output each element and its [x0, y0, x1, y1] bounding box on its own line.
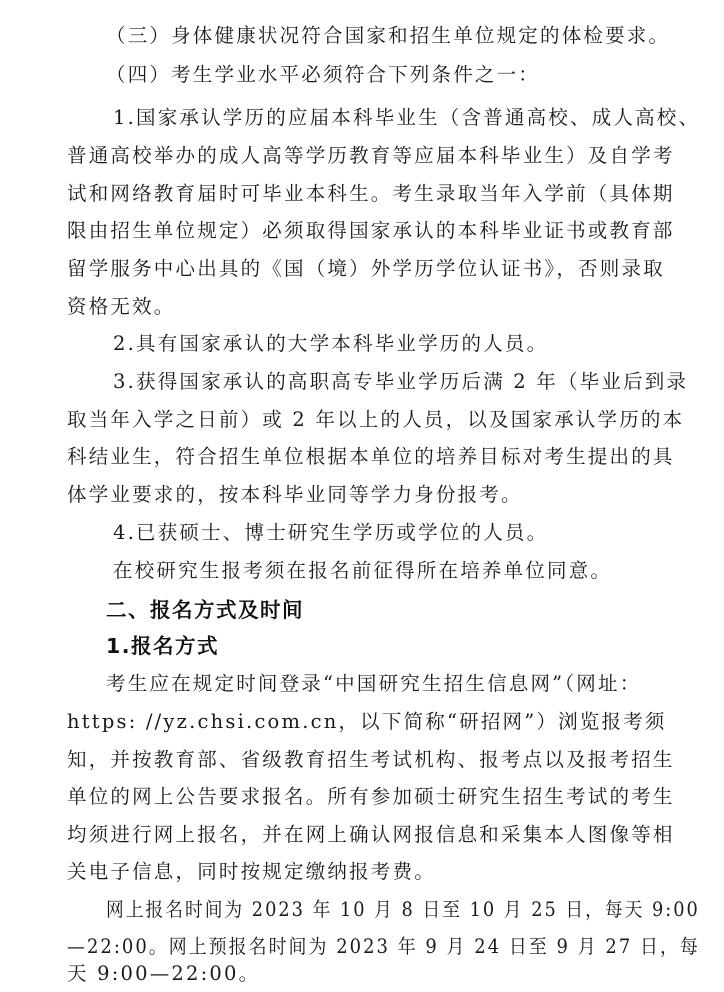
condition-1-line-4: 限由招生单位规定）必须取得国家承认的本科毕业证书或教育部: [67, 219, 675, 242]
method-line-5: 均须进行网上报名，并在网上确认网报信息和采集本人图像等相: [67, 823, 675, 846]
condition-3-line-2: 取当年入学之日前）或 2 年以上的人员，以及国家承认学历的本: [67, 408, 685, 431]
condition-1-line-3: 试和网络教育届时可毕业本科生。考生录取当年入学前（具体期: [67, 182, 675, 205]
condition-3-line-3: 科结业生，符合招生单位根据本单位的培养目标对考生提出的具: [67, 445, 675, 468]
item-four-academic: （四）考生学业水平必须符合下列条件之一：: [106, 63, 541, 86]
condition-1-line-6: 资格无效。: [67, 295, 176, 318]
method-line-1: 考生应在规定时间登录“中国研究生招生信息网”（网址：: [106, 672, 642, 695]
method-line-3: 知，并按教育部、省级教育招生考试机构、报考点以及报考招生: [67, 748, 675, 771]
condition-1-line-2: 普通高校举办的成人高等学历教育等应届本科毕业生）及自学考: [67, 144, 675, 167]
time-line-3: 天 9:00—22:00。: [67, 962, 261, 985]
method-line-6: 关电子信息，同时按规定缴纳报考费。: [67, 860, 436, 883]
condition-4: 4.已获硕士、博士研究生学历或学位的人员。: [113, 521, 549, 544]
method-line-4: 单位的网上公告要求报名。所有参加硕士研究生招生考试的考生: [67, 785, 675, 808]
condition-3-line-1: 3.获得国家承认的高职高专毕业学历后满 2 年（毕业后到录: [113, 370, 689, 393]
item-three-health: （三）身体健康状况符合国家和招生单位规定的体检要求。: [106, 24, 671, 47]
time-line-1: 网上报名时间为 2023 年 10 月 8 日至 10 月 25 日，每天 9:00: [106, 898, 700, 921]
subsection-heading-method: 1.报名方式: [106, 634, 220, 658]
condition-1-line-5: 留学服务中心出具的《国（境）外学历学位认证书》，否则录取: [67, 257, 665, 280]
time-line-2: —22:00。网上预报名时间为 2023 年 9 月 24 日至 9 月 27 日，每: [67, 935, 700, 958]
section-heading-registration: 二、报名方式及时间: [106, 598, 304, 622]
condition-2: 2.具有国家承认的大学本科毕业学历的人员。: [113, 332, 549, 355]
condition-1-line-1: 1.国家承认学历的应届本科毕业生（含普通高校、成人高校、: [113, 106, 701, 129]
condition-3-line-4: 体学业要求的，按本科毕业同等学力身份报考。: [67, 483, 523, 506]
enrolled-student-note: 在校研究生报考须在报名前征得所在培养单位同意。: [113, 559, 613, 582]
method-line-2: https: //yz.chsi.com.cn，以下简称“研招网”）浏览报考须: [67, 710, 667, 733]
